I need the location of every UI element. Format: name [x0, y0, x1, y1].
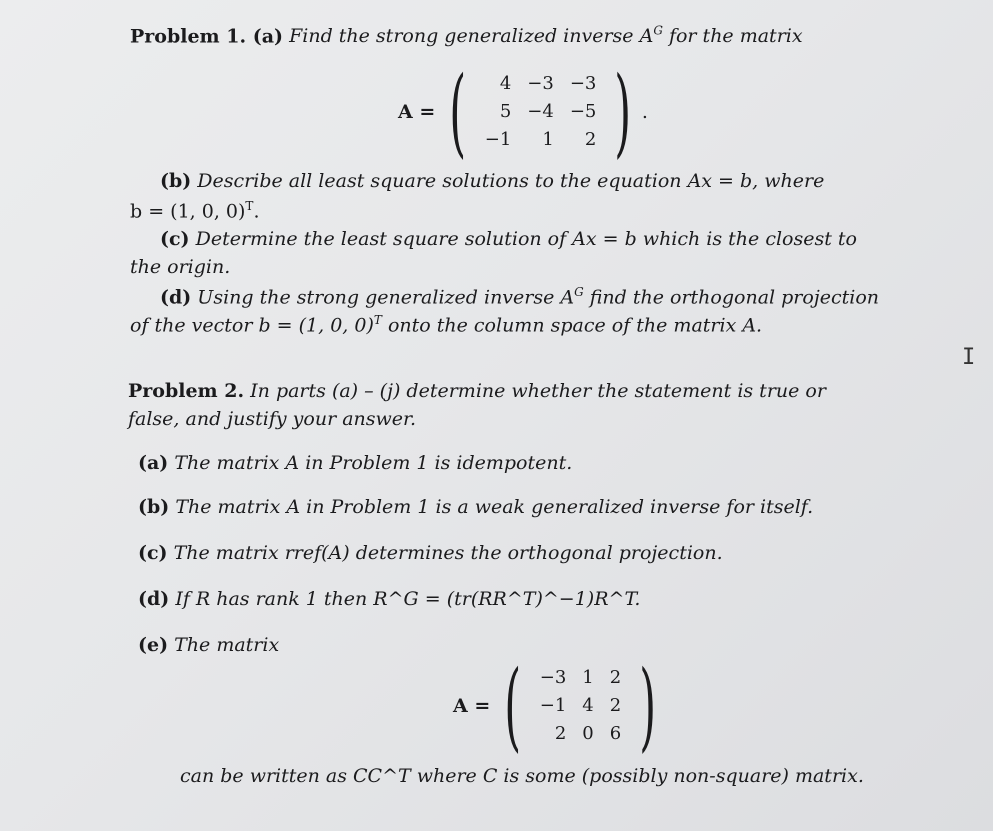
problem1a-text: Find the strong generalized inverse $A^G$ for the matrix [289, 24, 803, 48]
matrix-grid: 4 −3 −3 5 −4 −5 −1 1 2 [484, 73, 597, 150]
problem2-heading: Problem 2. In parts (a) – (j) determine whether the statement is true or [128, 380, 826, 402]
problem1b-line2: b = (1, 0, 0)$^T$. [130, 199, 260, 223]
problem1d-line2: of the vector b = (1, 0, 0)$^T$ onto the column space of the matrix A. [130, 313, 763, 337]
problem2-item-c: (c) The matrix rref(A) determines the orthogonal projection. [138, 542, 723, 564]
problem2-item-b: (b) The matrix A in Problem 1 is a weak generalized inverse for itself. [138, 496, 814, 518]
problem1-matrix: A = ( 4 −3 −3 5 −4 −5 −1 1 2 ) . [398, 56, 648, 168]
problem2-item-e: (e) The matrix [138, 634, 280, 656]
problem2-title: Problem 2. [128, 380, 245, 402]
problem1-title: Problem 1. (a) [130, 25, 284, 48]
problem2-intro2: false, and justify your answer. [128, 408, 417, 430]
problem1b-line1: (b) Describe all least square solutions to the equation Ax = b, where [160, 170, 825, 192]
problem2-e-tail: can be written as CC^T where C is some (possibly non-square) matrix. [180, 765, 864, 787]
problem1-heading [130, 24, 803, 47]
problem1d-line1: (d) Using the strong generalized inverse $A^G$ find the orthogonal projection [160, 285, 879, 309]
problem2-item-d: (d) If R has rank 1 then R^G = (tr(RR^T)^−1)R^T. [138, 588, 641, 610]
problem2-item-a: (a) The matrix A in Problem 1 is idempotent. [138, 452, 573, 474]
problem2-matrix: A = ( −3 1 2 −1 4 2 2 0 6 ) [453, 650, 657, 762]
matrix-grid-2: −3 1 2 −1 4 2 2 0 6 [539, 667, 622, 744]
matrix-label: A = [398, 101, 436, 123]
text-cursor-icon: I [962, 345, 976, 370]
problem1c-line1: (c) Determine the least square solution of Ax = b which is the closest to [160, 228, 857, 250]
problem1c-line2: the origin. [130, 256, 231, 278]
